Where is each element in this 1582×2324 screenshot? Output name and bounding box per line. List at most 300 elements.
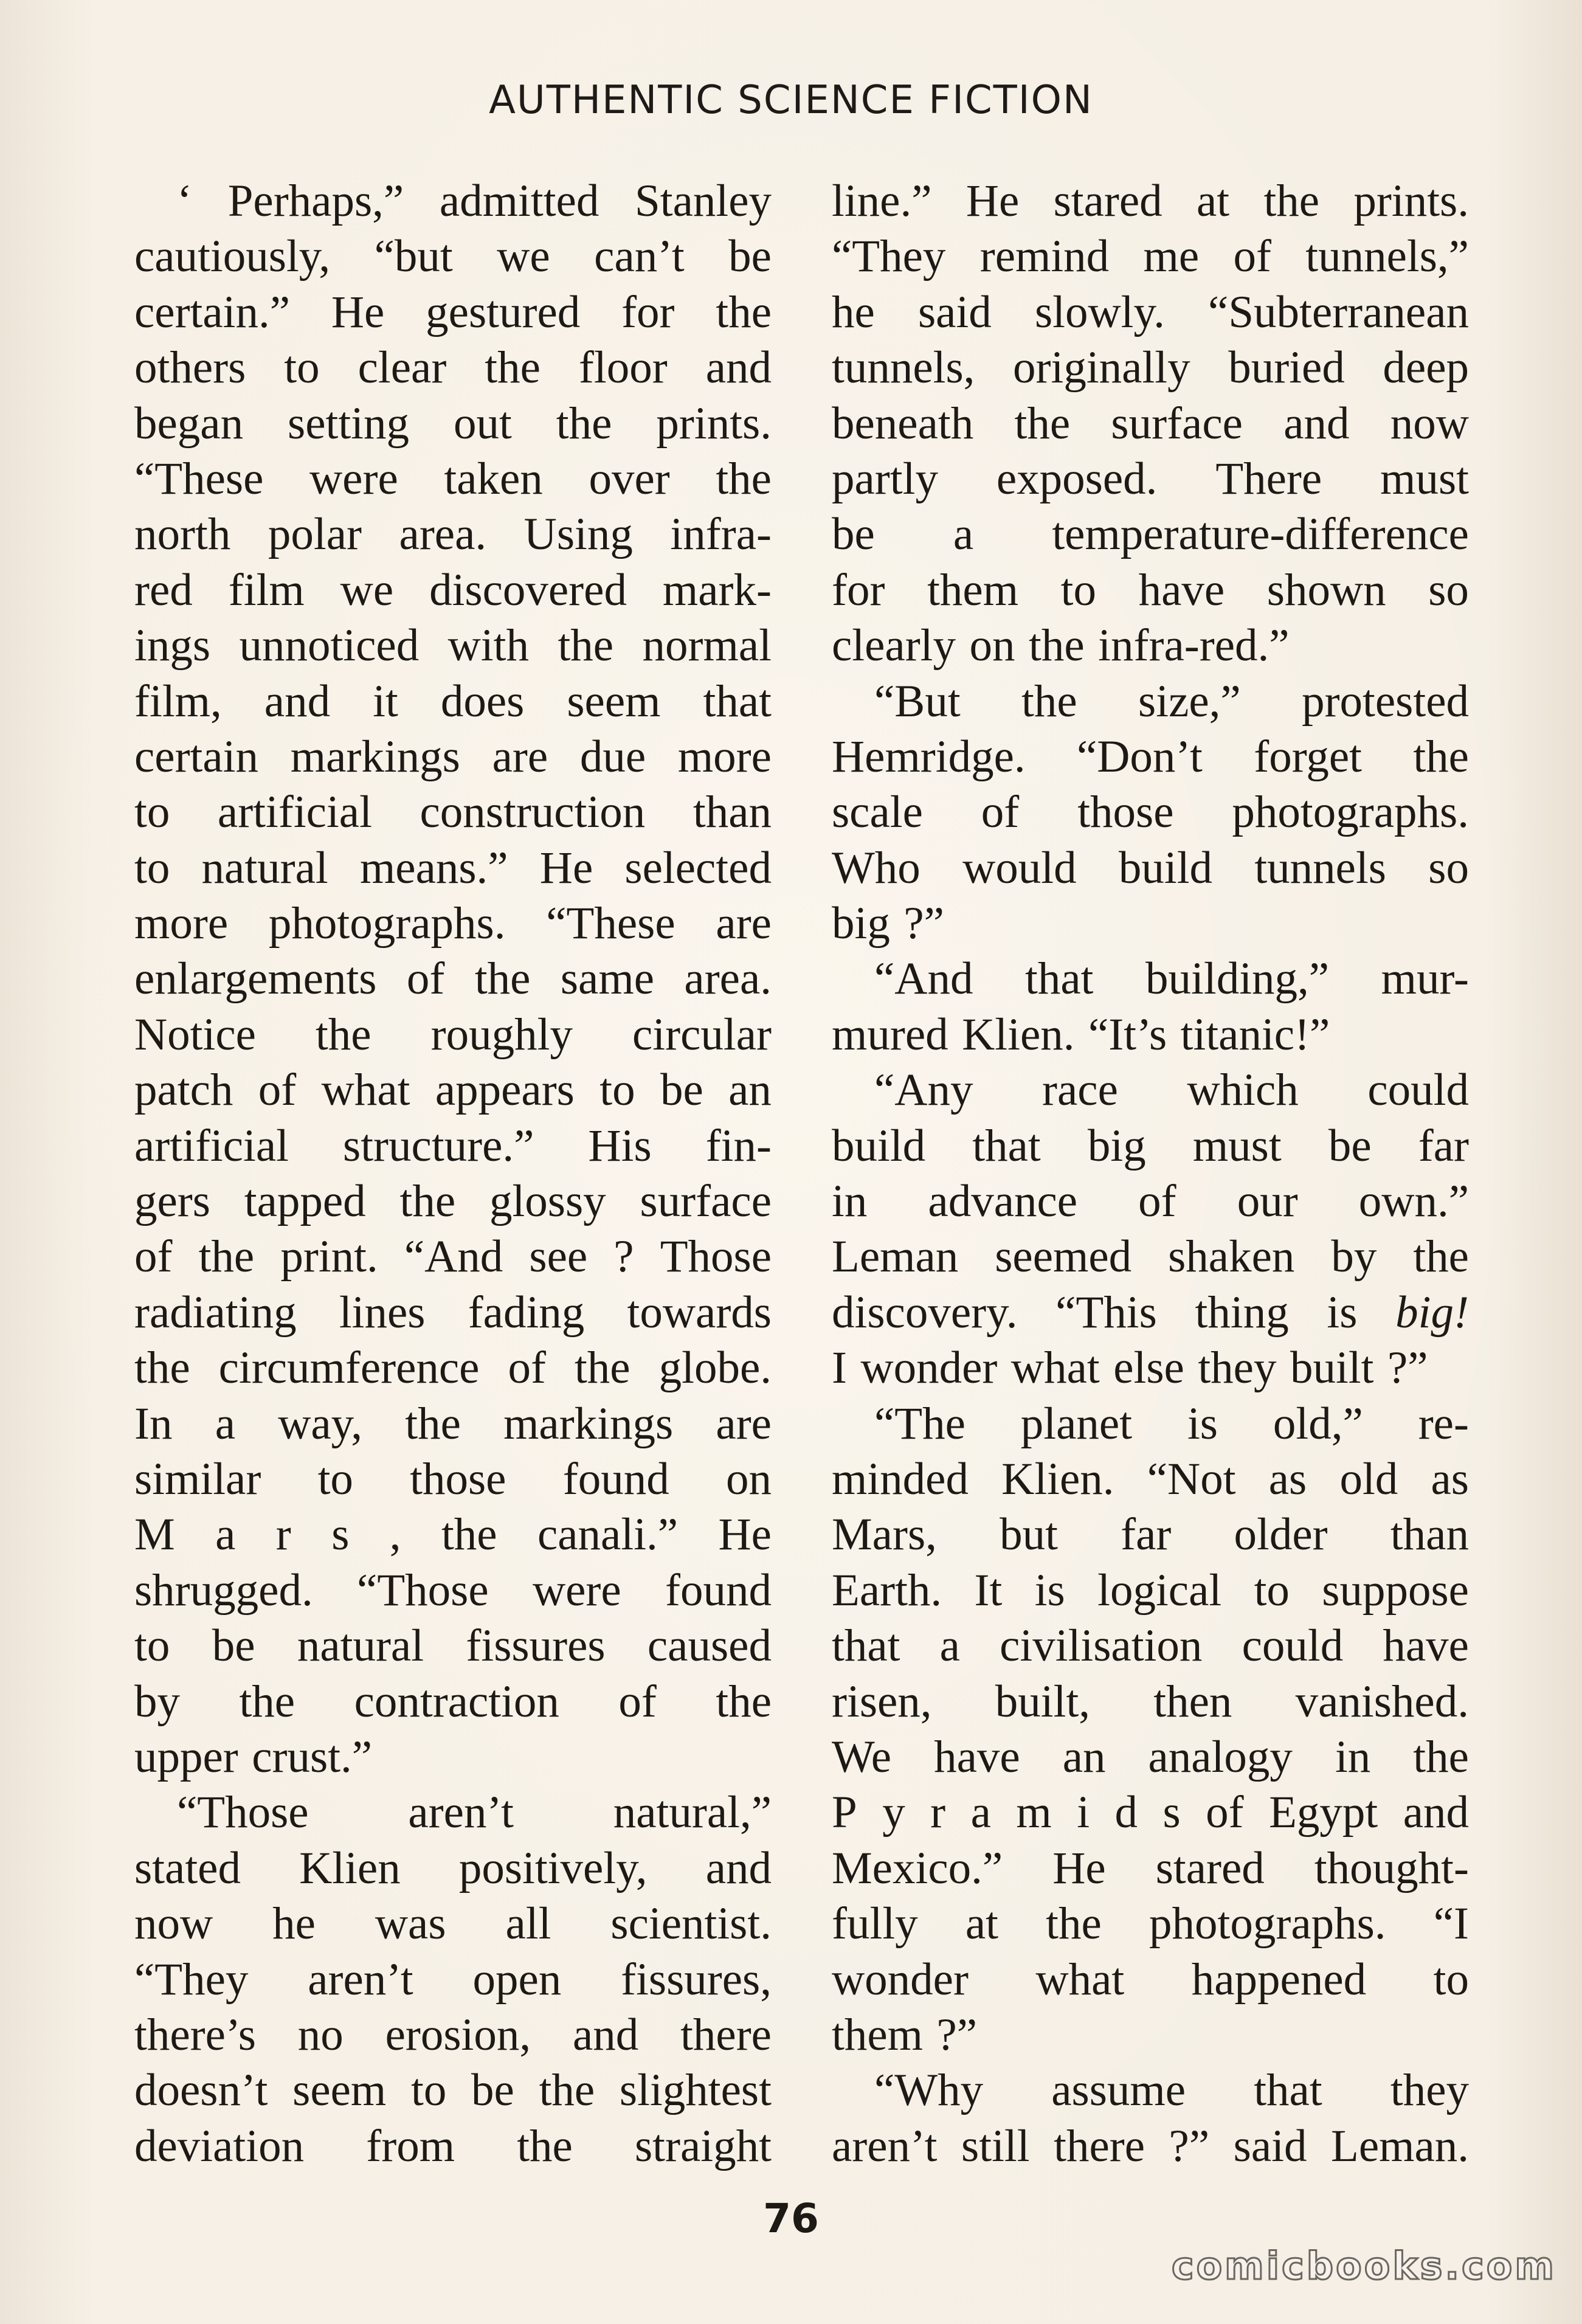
text-line [134, 285, 772, 340]
text-line [134, 1174, 772, 1229]
word: as [1268, 1453, 1307, 1504]
word: what [321, 1065, 410, 1116]
word: prints. [656, 398, 772, 449]
word: thought- [1314, 1842, 1469, 1893]
text-line [832, 1729, 1469, 1785]
word: over [589, 453, 670, 504]
word: and [264, 676, 331, 727]
word: analogy [1148, 1731, 1293, 1782]
word: than [693, 787, 772, 838]
word: be [832, 509, 875, 560]
page-number: 76 [763, 2195, 819, 2242]
word: enlargements [134, 953, 377, 1005]
word: circumference [218, 1343, 480, 1394]
word: there [680, 2009, 772, 2060]
word: In [134, 1398, 173, 1449]
word: fissures, [621, 1954, 772, 2005]
word: circular [632, 1009, 772, 1060]
text-line [134, 1285, 772, 1340]
word: ?” [936, 2009, 978, 2060]
word: Mexico.” [832, 1842, 1003, 1893]
word: upper [134, 1731, 238, 1782]
word: We [832, 1731, 892, 1782]
word: radiating [134, 1287, 297, 1338]
word: there [1054, 2120, 1145, 2171]
text-line [832, 1285, 1469, 1340]
word: glossy [489, 1176, 606, 1227]
text-line [134, 1118, 772, 1174]
text-line [134, 340, 772, 395]
word: artificial [217, 787, 372, 838]
word: canali.” [537, 1509, 679, 1560]
word: slightest [619, 2065, 772, 2116]
word: clear [358, 342, 447, 393]
word: ?” [1387, 1343, 1428, 1394]
word: the [574, 1343, 630, 1394]
running-head: AUTHENTIC SCIENCE FICTION [489, 78, 1093, 123]
word: film, [134, 676, 222, 727]
word: with [447, 620, 530, 671]
word: could [1367, 1065, 1469, 1116]
word: all [505, 1898, 551, 1949]
word: structure.” [343, 1120, 534, 1171]
word: “This [1055, 1287, 1157, 1338]
text-line [134, 784, 772, 840]
word: now [134, 1898, 213, 1949]
word: planet [1020, 1398, 1133, 1449]
word: old,” [1273, 1398, 1363, 1449]
word: to [284, 342, 320, 393]
word: “but [374, 231, 453, 282]
word: Those [660, 1231, 772, 1282]
word: scale [832, 787, 923, 838]
word: Earth. [832, 1565, 942, 1616]
word: what [1010, 1343, 1100, 1394]
word: in [1335, 1731, 1371, 1782]
text-line [134, 173, 772, 229]
word: an [728, 1065, 772, 1116]
word: big [1087, 1120, 1146, 1171]
word: building,” [1145, 953, 1330, 1005]
word: be [212, 1620, 255, 1672]
text-line [832, 1618, 1469, 1673]
text-line [832, 784, 1469, 840]
text-line [832, 562, 1469, 618]
word: contraction [354, 1676, 559, 1727]
word: r [275, 1509, 291, 1560]
word: no [297, 2009, 344, 2060]
word: me [1143, 231, 1200, 282]
word: appears [435, 1065, 575, 1116]
word: said [917, 286, 992, 337]
word: area. [684, 953, 772, 1005]
text-line [134, 1618, 772, 1673]
word: selected [624, 842, 772, 893]
word: d [1114, 1787, 1138, 1838]
text-line [832, 2063, 1469, 2118]
word: setting [288, 398, 410, 449]
word: the [1413, 1231, 1469, 1282]
word: now [1390, 398, 1469, 449]
word: ings [134, 620, 211, 671]
word: stated [134, 1842, 241, 1893]
word: north [134, 509, 231, 560]
word: “These [546, 898, 675, 949]
site-watermark: comicbooks.com [1171, 2244, 1556, 2288]
word: “Not [1147, 1453, 1236, 1504]
word: at [1196, 176, 1230, 226]
word: “Any [874, 1065, 973, 1116]
word: that [1025, 953, 1094, 1005]
word: wonder [832, 1954, 969, 2005]
word: size,” [1138, 676, 1241, 727]
word: at [965, 1898, 998, 1949]
text-line [832, 507, 1469, 562]
word: were [309, 453, 398, 504]
text-line [832, 340, 1469, 395]
word: stared [1053, 176, 1162, 226]
word: those [410, 1453, 506, 1504]
word: are [716, 1398, 772, 1449]
word: them [832, 2009, 923, 2060]
word: shaken [1168, 1231, 1295, 1282]
word: “It’s [1088, 1009, 1167, 1060]
word: Stanley [635, 176, 772, 226]
word: the [441, 1509, 497, 1560]
text-line [134, 451, 772, 507]
word: to [134, 1620, 170, 1672]
word: lines [339, 1287, 426, 1338]
word: on [725, 1453, 772, 1504]
word: assume [1051, 2065, 1186, 2116]
text-line [832, 1174, 1469, 1229]
word: minded [832, 1453, 969, 1504]
word: does [440, 676, 525, 727]
word: fading [468, 1287, 585, 1338]
word: Egypt [1269, 1787, 1378, 1838]
word: i [1077, 1787, 1090, 1838]
word: “Why [874, 2065, 984, 2116]
word: vanished. [1295, 1676, 1469, 1727]
word: I [832, 1343, 847, 1394]
word: same [560, 953, 654, 1005]
word: the [1029, 620, 1085, 671]
word: the [134, 1343, 190, 1394]
word: logical [1097, 1565, 1222, 1616]
word: Klien. [962, 1009, 1075, 1060]
word: unnoticed [239, 620, 420, 671]
word: m [1016, 1787, 1052, 1838]
text-line [832, 396, 1469, 451]
word: and [705, 1842, 772, 1893]
word: positively, [458, 1842, 648, 1893]
word: the [716, 453, 772, 504]
word: older [1234, 1509, 1328, 1560]
word: of [508, 1343, 546, 1394]
word: build [1118, 842, 1213, 893]
word: be [660, 1065, 703, 1116]
text-line [832, 729, 1469, 784]
word: buried [1228, 342, 1345, 393]
word: were [532, 1565, 621, 1616]
word: of [406, 953, 445, 1005]
word: wonder [860, 1343, 998, 1394]
text-line [832, 618, 1469, 673]
text-line [134, 562, 772, 618]
word: so [1428, 842, 1469, 893]
text-line [134, 396, 772, 451]
word: fin- [705, 1120, 772, 1171]
word: built [1290, 1343, 1374, 1394]
word: ?” [1169, 2120, 1210, 2171]
text-line [134, 1729, 772, 1785]
word: natural [201, 842, 328, 893]
word: must [1380, 453, 1469, 504]
word: certain [134, 731, 259, 782]
word: He [718, 1509, 772, 1560]
word: temperature-difference [1052, 509, 1469, 560]
word: risen, [832, 1676, 932, 1727]
text-line [134, 1062, 772, 1118]
word: suppose [1322, 1565, 1469, 1616]
word: than [1390, 1509, 1469, 1560]
text-line [134, 2063, 772, 2118]
word: photographs. [1232, 787, 1469, 838]
text-line [832, 674, 1469, 729]
text-line [134, 951, 772, 1006]
word: in [832, 1176, 868, 1227]
word: by [1331, 1231, 1377, 1282]
word: red [134, 564, 193, 615]
word: for [621, 286, 675, 337]
word: He [539, 842, 593, 893]
word: clearly [832, 620, 956, 671]
word: shown [1266, 564, 1386, 615]
word: more [677, 731, 772, 782]
word: civilisation [1000, 1620, 1203, 1672]
word: tunnels,” [1305, 231, 1469, 282]
word: there’s [134, 2009, 256, 2060]
word: infra- [670, 509, 772, 560]
word: Notice [134, 1009, 256, 1060]
word: others [134, 342, 246, 393]
word: the [716, 286, 772, 337]
text-line [134, 1451, 772, 1507]
word: have [934, 1731, 1020, 1782]
word: stared [1155, 1842, 1265, 1893]
text-line [134, 1952, 772, 2007]
word: of [1233, 231, 1271, 282]
word: globe. [658, 1343, 772, 1394]
word: ?” [903, 898, 944, 949]
word: titanic!” [1180, 1009, 1330, 1060]
word: aren’t [408, 1787, 514, 1838]
word: built, [995, 1676, 1091, 1727]
text-line [134, 729, 772, 784]
word: those [1077, 787, 1174, 838]
word: way, [278, 1398, 363, 1449]
word: be [1328, 1120, 1372, 1171]
word: Leman. [1331, 2120, 1469, 2171]
word: for [832, 564, 885, 615]
word: to [317, 1453, 353, 1504]
word: discovered [429, 564, 627, 615]
word: tunnels [1254, 842, 1386, 893]
word: He [331, 286, 385, 337]
word: must [1192, 1120, 1282, 1171]
word: of [618, 1676, 657, 1727]
word: what [1035, 1954, 1125, 2005]
word: taken [444, 453, 543, 504]
word: a [953, 509, 974, 560]
word: are [492, 731, 548, 782]
word: the [239, 1676, 295, 1727]
word: “Those [357, 1565, 489, 1616]
word: seemed [995, 1231, 1132, 1282]
word: r [930, 1787, 946, 1838]
text-line [832, 229, 1469, 284]
word: tapped [244, 1176, 366, 1227]
word: we [340, 564, 394, 615]
word: forget [1254, 731, 1362, 782]
text-line [134, 1007, 772, 1062]
word: Klien. [1001, 1453, 1114, 1504]
word: the [474, 953, 531, 1005]
word: be [728, 231, 772, 282]
word: from [366, 2120, 455, 2171]
word: a [970, 1787, 991, 1838]
word: exposed. [996, 453, 1158, 504]
text-line [832, 1841, 1469, 1896]
word: the [517, 2120, 573, 2171]
word: admitted [439, 176, 599, 226]
word: fissures [466, 1620, 606, 1672]
text-line [134, 1785, 772, 1840]
word: originally [1013, 342, 1190, 393]
text-line [832, 1896, 1469, 1951]
word: caused [647, 1620, 772, 1672]
word: re- [1418, 1398, 1469, 1449]
word: partly [832, 453, 938, 504]
text-line [134, 507, 772, 562]
word: big! [1395, 1287, 1469, 1338]
word: the [1046, 1898, 1102, 1949]
word: similar [134, 1453, 261, 1504]
word: advance [928, 1176, 1078, 1227]
word: the [1014, 398, 1071, 449]
word: it [373, 676, 398, 727]
word: build [832, 1120, 926, 1171]
text-line [134, 1563, 772, 1618]
word: remind [979, 231, 1110, 282]
word: shrugged. [134, 1565, 313, 1616]
word: is [1034, 1565, 1065, 1616]
word: patch [134, 1065, 233, 1116]
word: seem [292, 2065, 387, 2116]
text-line [134, 1674, 772, 1729]
word: race [1042, 1065, 1118, 1116]
word: surface [640, 1176, 772, 1227]
word: polar [268, 509, 362, 560]
word: to [599, 1065, 635, 1116]
word: a [939, 1620, 960, 1672]
word: natural [297, 1620, 424, 1672]
word: “The [874, 1398, 965, 1449]
word: of [134, 1231, 173, 1282]
text-line [832, 1062, 1469, 1118]
word: that [1254, 2065, 1322, 2116]
word: Hemridge. [832, 731, 1026, 782]
word: that [972, 1120, 1041, 1171]
word: “I [1433, 1898, 1469, 1949]
word: on [969, 620, 1015, 671]
word: There [1215, 453, 1322, 504]
word: Using [523, 509, 633, 560]
word: see [529, 1231, 588, 1282]
word: more [134, 898, 229, 949]
word: aren’t [308, 1954, 413, 2005]
word: far [1418, 1120, 1469, 1171]
word: have [1138, 564, 1225, 615]
word: happened [1191, 1954, 1367, 2005]
word: y [882, 1787, 905, 1838]
text-line [832, 840, 1469, 896]
word: prints. [1353, 176, 1469, 226]
word: be [471, 2065, 514, 2116]
word: own.” [1358, 1176, 1469, 1227]
word: said [1233, 2120, 1307, 2171]
text-line [832, 1451, 1469, 1507]
word: floor [578, 342, 668, 393]
word: to [410, 2065, 447, 2116]
text-line [832, 896, 1469, 951]
word: crust.” [252, 1731, 373, 1782]
word: “And [404, 1231, 503, 1282]
word: of [1206, 1787, 1244, 1838]
word: is [1327, 1287, 1358, 1338]
word: , [389, 1509, 401, 1560]
word: markings [290, 731, 460, 782]
word: by [134, 1676, 180, 1727]
word: towards [627, 1287, 772, 1338]
text-line [832, 1340, 1469, 1395]
word: beneath [832, 398, 974, 449]
text-line [134, 840, 772, 896]
word: tunnels, [832, 342, 975, 393]
word: scientist. [610, 1898, 772, 1949]
text-line [832, 1507, 1469, 1562]
word: could [1242, 1620, 1344, 1672]
word: which [1187, 1065, 1299, 1116]
word: P [832, 1787, 857, 1838]
word: photographs. [268, 898, 506, 949]
word: doesn’t [134, 2065, 268, 2116]
word: was [375, 1898, 446, 1949]
word: s [1162, 1787, 1181, 1838]
word: so [1428, 564, 1469, 615]
word: the [315, 1009, 371, 1060]
text-line [832, 1229, 1469, 1284]
word: His [588, 1120, 652, 1171]
word: certain.” [134, 286, 291, 337]
word: that [832, 1620, 900, 1672]
word: ‘ [177, 176, 192, 226]
word: s [331, 1509, 350, 1560]
word: the [1263, 176, 1320, 226]
word: to [1254, 1565, 1290, 1616]
text-line [832, 285, 1469, 340]
word: we [497, 231, 550, 282]
